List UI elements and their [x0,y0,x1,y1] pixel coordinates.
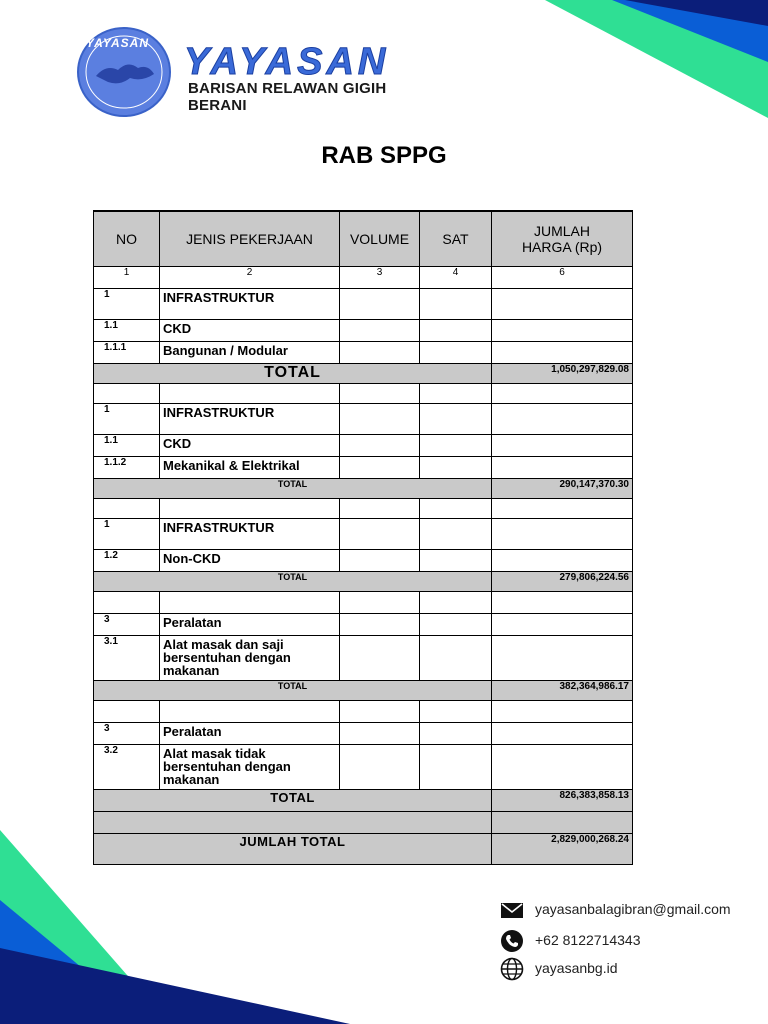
row-code: 3 [94,614,160,636]
column-index: 4 [420,267,492,289]
row-name: INFRASTRUKTUR [160,289,340,320]
table-row [94,435,633,457]
table-row [94,745,633,790]
row-name: Alat masak dan saji bersentuhan dengan makanan [160,636,340,681]
header-jenis: JENIS PEKERJAAN [160,211,340,267]
table-row [94,550,633,572]
column-index-row [94,267,633,289]
row-code: 1 [94,404,160,435]
row-name: CKD [160,435,340,457]
row-code: 1 [94,519,160,550]
row-name: Non-CKD [160,550,340,572]
table-row [94,614,633,636]
column-index: 1 [94,267,160,289]
grand-total-amount: 2,829,000,268.24 [492,834,633,865]
table-row [94,636,633,681]
total-label: TOTAL [94,364,492,384]
row-name: Peralatan [160,614,340,636]
total-amount: 826,383,858.13 [492,790,633,812]
total-row [94,479,633,499]
spacer-row [94,592,633,614]
grand-total-row [94,834,633,865]
table-row [94,457,633,479]
logo-emblem-text: YAYASAN [86,36,150,50]
row-code: 1.1.2 [94,457,160,479]
phone-icon [500,929,524,953]
row-code: 1.2 [94,550,160,572]
header-jumlah [492,211,633,267]
row-name: Alat masak tidak bersentuhan dengan makanan [160,745,340,790]
table-header-row [94,211,633,267]
header-sat: SAT [420,211,492,267]
header-jumlah-line2: HARGA (Rp) [521,239,603,255]
table-row [94,519,633,550]
row-code: 3.1 [94,636,160,681]
organization-logo [76,26,436,122]
total-label: TOTAL [94,572,492,592]
table-row [94,342,633,364]
row-code: 3.2 [94,745,160,790]
header-jumlah-line1: JUMLAH [533,223,590,239]
globe-icon [500,957,524,981]
header-volume: VOLUME [340,211,420,267]
column-index: 6 [492,267,633,289]
row-name: INFRASTRUKTUR [160,519,340,550]
spacer-row [94,499,633,519]
table-row [94,320,633,342]
column-index: 3 [340,267,420,289]
total-row [94,681,633,701]
budget-table [93,210,633,865]
table-row [94,289,633,320]
header-no: NO [94,211,160,267]
row-code: 1.1.1 [94,342,160,364]
row-name: INFRASTRUKTUR [160,404,340,435]
logo-subtitle: BARISAN RELAWAN GIGIH BERANI [188,80,387,114]
row-code: 1.1 [94,320,160,342]
total-row [94,790,633,812]
total-label: TOTAL [94,479,492,499]
row-code: 1 [94,289,160,320]
logo-name: YAYASAN [184,41,390,83]
spacer-row [94,701,633,723]
table-row [94,723,633,745]
contact-phone-text: +62 8122714343 [535,932,641,948]
total-amount: 290,147,370.30 [492,479,633,499]
row-code: 3 [94,723,160,745]
grand-total-label: JUMLAH TOTAL [94,834,492,865]
row-name: Bangunan / Modular [160,342,340,364]
row-name: Mekanikal & Elektrikal [160,457,340,479]
spacer-row [94,384,633,404]
column-index: 2 [160,267,340,289]
spacer-row [94,812,633,834]
table-row [94,404,633,435]
total-row [94,572,633,592]
page-title: RAB SPPG [321,142,447,169]
total-amount: 279,806,224.56 [492,572,633,592]
row-name: Peralatan [160,723,340,745]
row-name: CKD [160,320,340,342]
row-code: 1.1 [94,435,160,457]
contact-email-text: yayasanbalagibran@gmail.com [535,901,731,917]
total-amount: 382,364,986.17 [492,681,633,701]
contact-website-text: yayasanbg.id [535,960,618,976]
total-label: TOTAL [94,790,492,812]
total-row [94,364,633,384]
total-label: TOTAL [94,681,492,701]
envelope-icon [500,898,524,922]
total-amount: 1,050,297,829.08 [492,364,633,384]
